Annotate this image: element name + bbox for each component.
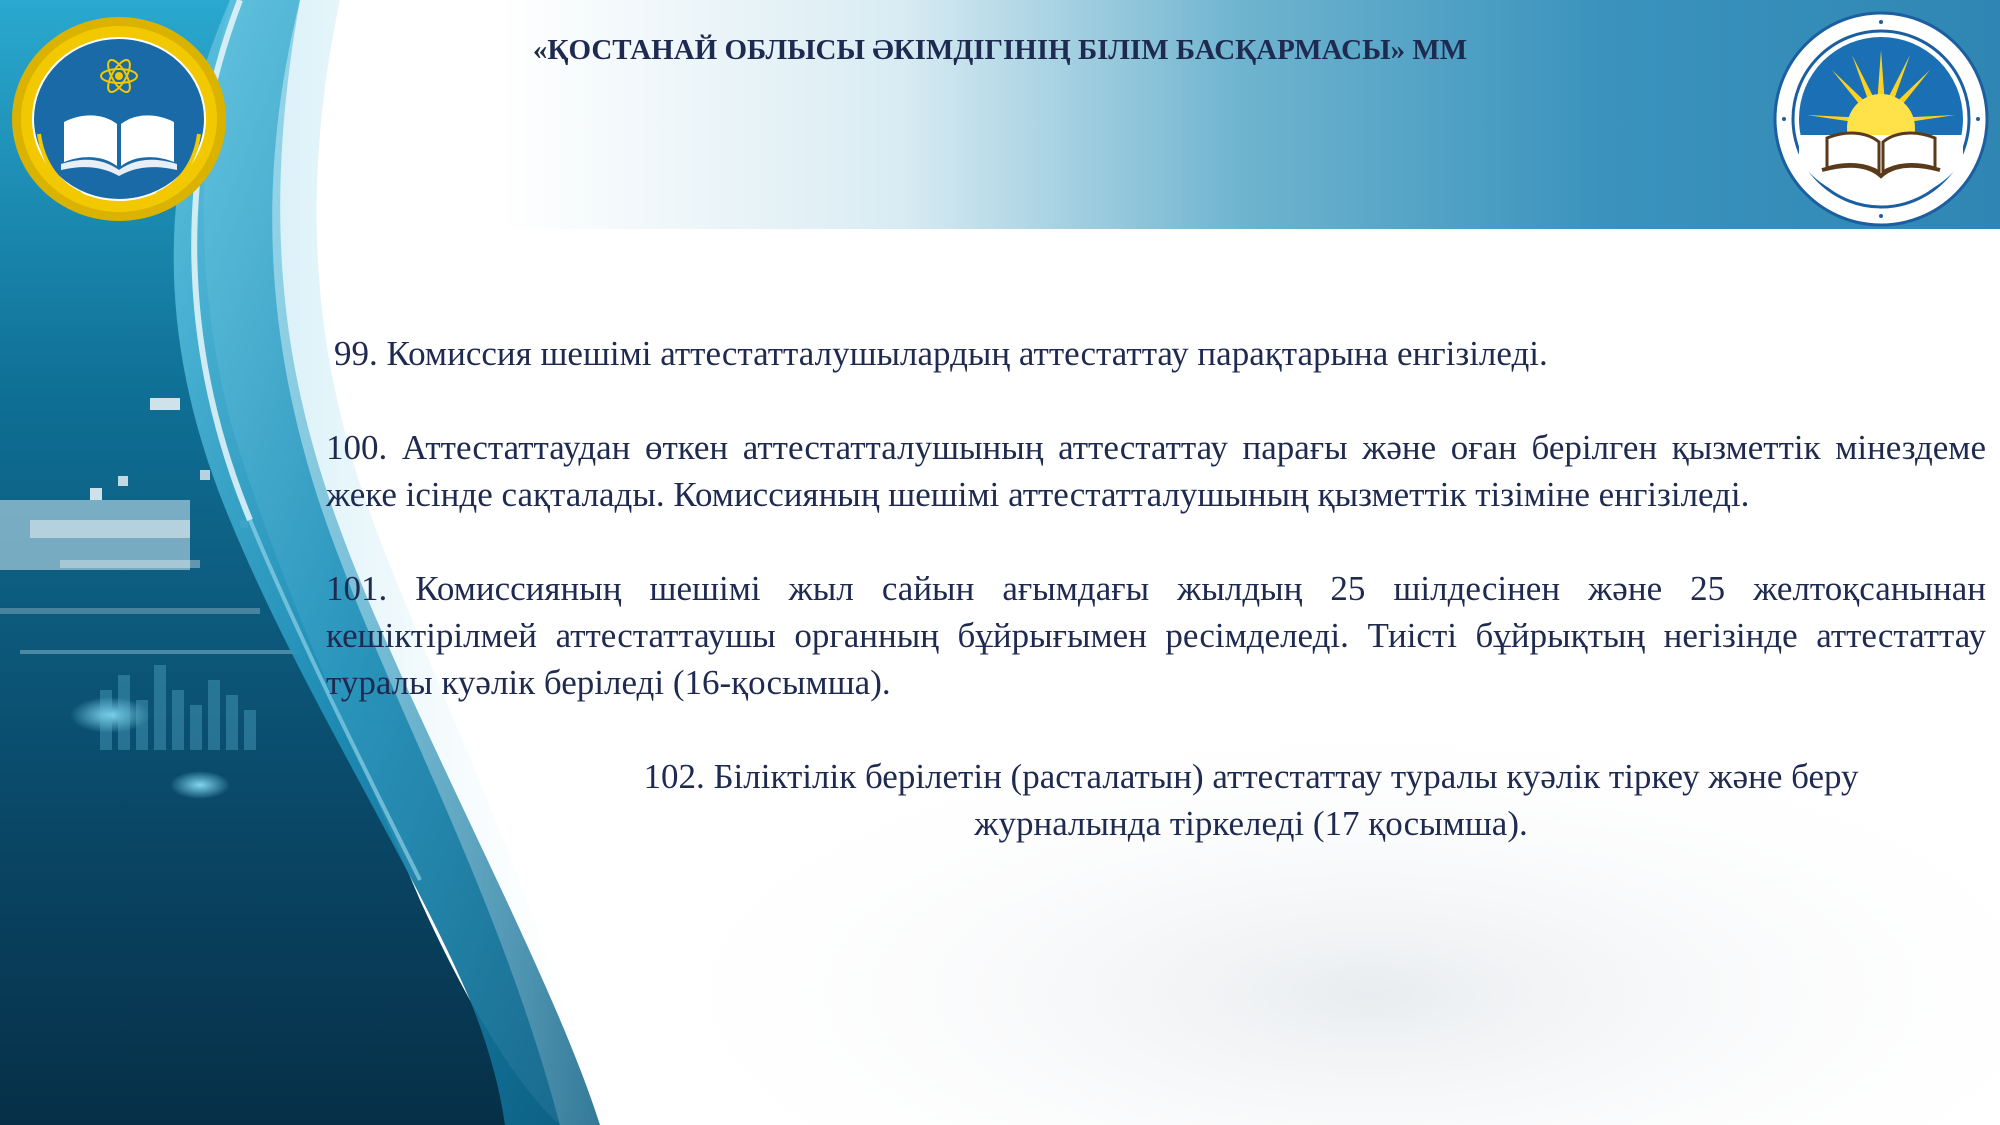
paragraph-101: 101. Комиссияның шешімі жыл сайын ағымдағы жылдың 25 шілдесінен және 25 желтоқсанынан кешіктірілмей аттестаттаушы органның бұйрығымен ресімделеді. Тиісті бұйрықтың негізінде аттестаттау туралы куәлік беріледі (16-қосымша). — [326, 569, 1986, 702]
page-title: «ҚОСТАНАЙ ОБЛЫСЫ ӘКІМДІГІНІҢ БІЛІМ БАСҚАРМАСЫ» ММ — [532, 34, 1468, 66]
paragraph-99: 99. Комиссия шешімі аттестатталушылардың аттестаттау парақтарына енгізіледі. — [334, 334, 1548, 373]
main-content — [326, 330, 1986, 847]
kostanay-education-emblem-icon — [1772, 10, 1990, 228]
ministry-emblem-icon — [8, 14, 230, 224]
paragraph-100: 100. Аттестаттаудан өткен аттестатталушының аттестаттау парағы және оған берілген қызметтік мінездеме жеке ісінде сақталады. Комиссияның шешімі аттестатталушының қызметтік тізіміне енгізіледі. — [326, 428, 1986, 514]
paragraph-102: 102. Біліктілік берілетін (расталатын) аттестаттау туралы куәлік тіркеу және беру журналында тіркеледі (17 қосымша). — [643, 757, 1859, 843]
